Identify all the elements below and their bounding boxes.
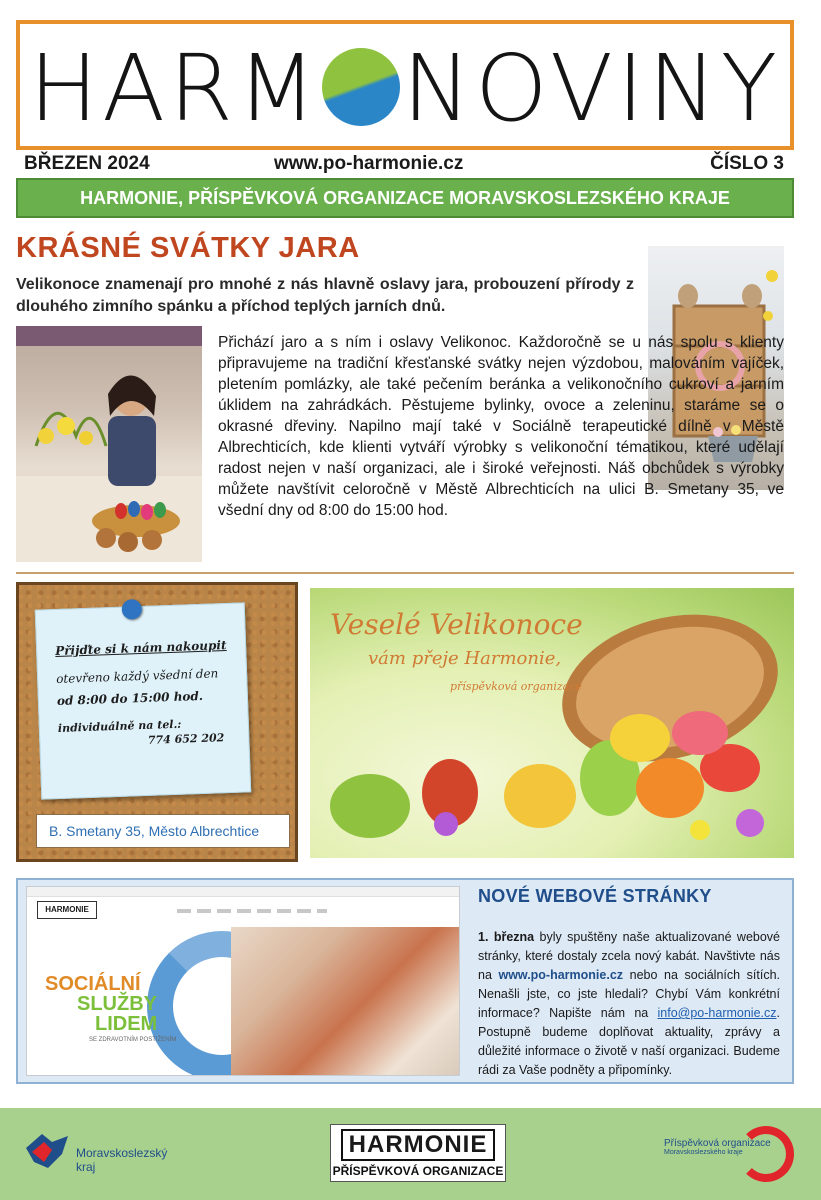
- region-name-line1: Moravskoslezský: [76, 1146, 168, 1160]
- easter-table-photo: [16, 326, 202, 562]
- easter-greeting-org: příspěvková organizace: [450, 680, 582, 693]
- website-url-link[interactable]: www.po-harmonie.cz: [498, 968, 624, 982]
- website-link[interactable]: www.po-harmonie.cz: [274, 153, 464, 174]
- harmonie-globe-icon: [322, 48, 400, 126]
- launch-date: 1. března: [478, 930, 535, 944]
- note-phone-label: individuálně na tel.:: [57, 717, 182, 735]
- article-lead: Velikonoce znamenají pro mnohé z nás hlavně oslavy jara, probouzení přírody z dlouhého zimního spánku a příchod teplých jarních dnů.: [16, 276, 634, 315]
- easter-greeting: Veselé Velikonoce: [330, 608, 583, 641]
- article-title: KRÁSNÉ SVÁTKY JARA: [16, 232, 360, 264]
- shop-note: [35, 602, 252, 799]
- screenshot-logo: HARMONIE: [37, 901, 97, 919]
- note-open-hours: od 8:00 do 15:00 hod.: [56, 688, 204, 708]
- organization-banner: HARMONIE, PŘÍSPĚVKOVÁ ORGANIZACE MORAVSKOSLEZSKÉHO KRAJE: [16, 178, 794, 218]
- website-text-part1: byly spuštěny naše aktualizované webové stránky, které dostaly zcela nový kabát. Navštivte nás na: [478, 930, 781, 982]
- note-heading: Přijďte si k nám nakoupit: [54, 638, 227, 659]
- article-body: Přichází jaro a s ním i oslavy Velikonoc. Každoročně se u nás spolu s klienty připravujeme na tradiční křesťanské svátky nejen výzdobou, malováním vajíček, pletením pomlázky, ale také pečením beránka a velikonočního cukroví a jarním úklidem na zahrádkách. Pěstujeme bylinky, ovoce a zeleninu, staráme se o okrasné dřeviny. Napilno mají také v Sociálně terapeutické dílně v Městě Albrechticích, kde klienti vytváří výrobky s velikonoční tématikou, které udělají radost nejen v naší organizaci, ale i široké veřejnosti. Náš obchůdek s výrobky můžete navštívit celoročně v Městě Albrechticích na ulici B. Smetany 35, ve všední dny od 8:00 do 15:00 hod.: [218, 334, 784, 519]
- website-section-title: NOVÉ WEBOVÉ STRÁNKY: [478, 886, 712, 906]
- region-name-line2: kraj: [76, 1160, 96, 1174]
- harmonie-logo: [330, 1124, 506, 1182]
- screenshot-hero-line1: SOCIÁLNÍ: [45, 973, 141, 995]
- photo-illustration: [16, 326, 202, 562]
- shop-address: B. Smetany 35, Město Albrechtice: [36, 814, 290, 848]
- title-left: HARM: [28, 35, 321, 142]
- screenshot-hero-photo: [231, 927, 460, 1076]
- note-phone-number: 774 652 202: [147, 731, 225, 747]
- newsletter-title: [20, 34, 790, 144]
- masthead: [16, 20, 794, 150]
- screenshot-menu: [177, 909, 327, 913]
- website-section-text: [478, 928, 780, 1080]
- region-name: [76, 1146, 167, 1174]
- org-type-line1: Příspěvková organizace: [664, 1138, 771, 1149]
- website-text-part3: . Postupně budeme doplňovat aktuality, zprávy a důležité informace o životě v naší organizaci. Budeme rádi za Vaše podněty a připomínky.: [478, 1006, 780, 1077]
- screenshot-topbar: [27, 887, 459, 897]
- section-divider: [16, 572, 794, 574]
- harmonie-logo-subtitle: PŘÍSPĚVKOVÁ ORGANIZACE: [332, 1164, 504, 1178]
- easter-greeting-from: vám přeje Harmonie,: [368, 648, 562, 669]
- screenshot-hero-line2: SLUŽBY: [77, 993, 157, 1015]
- harmonie-logo-name: HARMONIE: [341, 1129, 496, 1161]
- moravskoslezsky-kraj-logo-icon: [22, 1128, 72, 1174]
- issue-number: ČÍSLO 3: [710, 153, 784, 174]
- website-text-part2: nebo na sociálních sítích. Nenašli jste, co jste hledali? Chybí Vám konkrétní informace? Napište nám na: [478, 968, 780, 1020]
- website-screenshot: [26, 886, 460, 1076]
- screenshot-hero-line3: LIDEM: [95, 1013, 158, 1035]
- screenshot-hero-subtitle: SE ZDRAVOTNÍM POSTIŽENÍM: [89, 1037, 177, 1043]
- org-ring-logo-icon: [738, 1126, 794, 1182]
- org-type-line2: Moravskoslezského kraje: [664, 1149, 743, 1156]
- email-link[interactable]: info@po-harmonie.cz: [657, 1006, 777, 1020]
- title-right: NOVINY: [402, 35, 782, 142]
- note-open-days: otevřeno každý všední den: [55, 666, 219, 687]
- issue-date: BŘEZEN 2024: [24, 153, 150, 174]
- pin-icon: [121, 599, 142, 620]
- issue-meta-row: [24, 153, 784, 177]
